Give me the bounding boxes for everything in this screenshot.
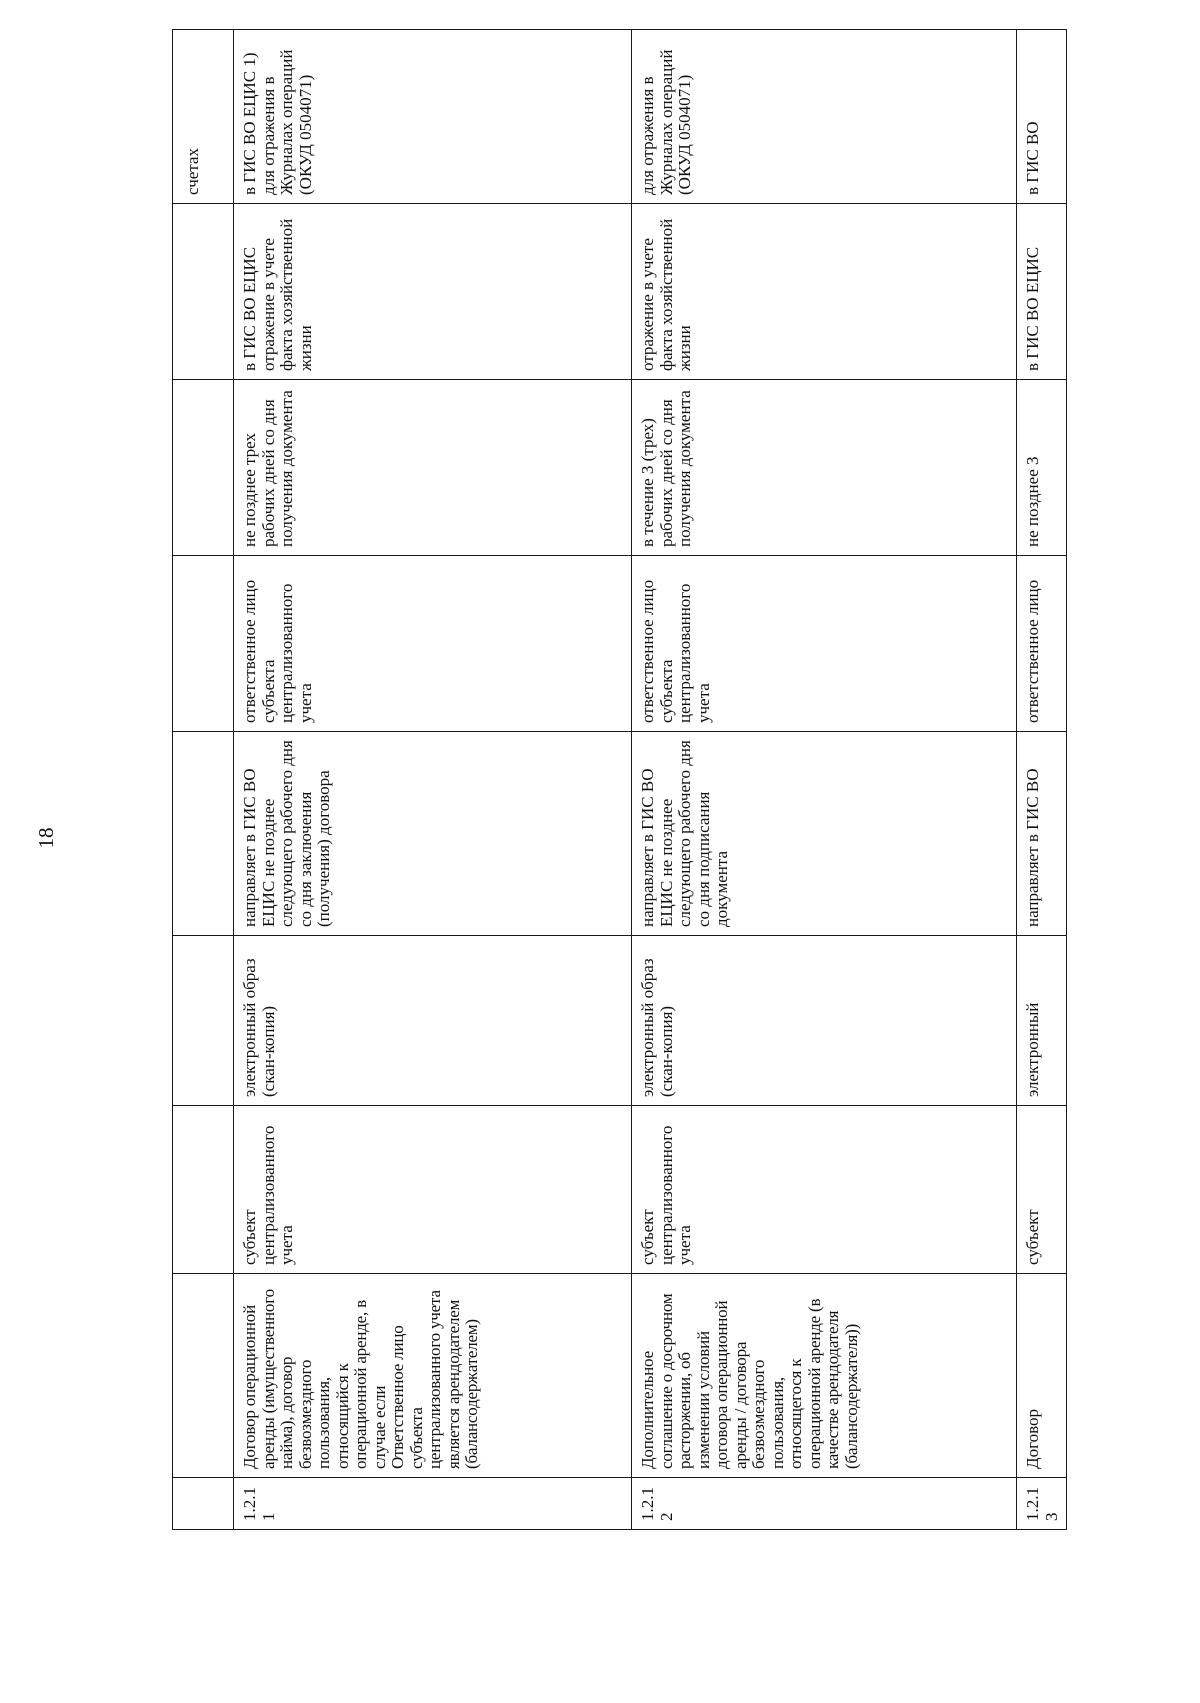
header-cell-document <box>173 1274 234 1478</box>
header-cell-accounts: счетах <box>173 30 234 204</box>
action-cell: направляет в ГИС ВО ЕЦИС не позднее следующего рабочего дня со дня заключения (получения) договора <box>234 732 632 936</box>
document-form-cell: электронный <box>1017 936 1067 1106</box>
deadline-cell: не позднее 3 <box>1017 380 1067 556</box>
document-name-cell: Договор операционной аренды (имущественного найма), договор безвозмездного пользования, относящийся к операционной аренде, в случае если Ответственное лицо субъекта централизованного учета является арендодателем (балансодержателем) <box>234 1274 632 1478</box>
header-cell-action <box>173 732 234 936</box>
document-form-cell: электронный образ (скан-копия) <box>234 936 632 1106</box>
originator-cell: субъект централизованного учета <box>632 1106 1017 1274</box>
accounts-cell: в ГИС ВО ЕЦИС 1) для отражения в Журналах операций (ОКУД 0504071) <box>234 30 632 204</box>
table-region <box>172 30 1125 1530</box>
accounts-cell: в ГИС ВО <box>1017 30 1067 204</box>
header-cell-deadline <box>173 380 234 556</box>
continuation-header-row <box>173 30 234 1530</box>
header-cell-originator <box>173 1106 234 1274</box>
header-cell-recipient <box>173 556 234 732</box>
recipient-cell: ответственное лицо субъекта централизованного учета <box>632 556 1017 732</box>
originator-cell: субъект <box>1017 1106 1067 1274</box>
accounts-cell: для отражения в Журналах операций (ОКУД 0504071) <box>632 30 1017 204</box>
table-row <box>1017 30 1067 1530</box>
recipient-cell: ответственное лицо <box>1017 556 1067 732</box>
table-row <box>632 30 1017 1530</box>
document-name-cell: Договор <box>1017 1274 1067 1478</box>
accounting-cell: отражение в учете факта хозяйственной жизни <box>632 204 1017 380</box>
table-landscape-frame <box>172 30 1125 1530</box>
row-code: 1.2.11 <box>234 1478 632 1530</box>
accounting-cell: в ГИС ВО ЕЦИС <box>1017 204 1067 380</box>
deadline-cell: не позднее трех рабочих дней со дня получения документа <box>234 380 632 556</box>
header-cell-form <box>173 936 234 1106</box>
row-code: 1.2.13 <box>1017 1478 1067 1530</box>
document-form-cell: электронный образ (скан-копия) <box>632 936 1017 1106</box>
table-row <box>234 30 632 1530</box>
deadline-cell: в течение 3 (трех) рабочих дней со дня получения документа <box>632 380 1017 556</box>
accounting-cell: в ГИС ВО ЕЦИС отражение в учете факта хозяйственной жизни <box>234 204 632 380</box>
action-cell: направляет в ГИС ВО <box>1017 732 1067 936</box>
action-cell: направляет в ГИС ВО ЕЦИС не позднее следующего рабочего дня со дня подписания документа <box>632 732 1017 936</box>
originator-cell: субъект централизованного учета <box>234 1106 632 1274</box>
header-cell-number <box>173 1478 234 1530</box>
row-code: 1.2.12 <box>632 1478 1017 1530</box>
page-number: 18 <box>33 827 58 849</box>
register-table <box>172 29 1067 1530</box>
header-cell-accounting <box>173 204 234 380</box>
document-name-cell: Дополнительное соглашение о досрочном расторжении, об изменении условий договора операционной аренды / договора безвозмездного пользования, относящегося к операционной аренде (в качестве арендодателя (балансодержателя)) <box>632 1274 1017 1478</box>
recipient-cell: ответственное лицо субъекта централизованного учета <box>234 556 632 732</box>
